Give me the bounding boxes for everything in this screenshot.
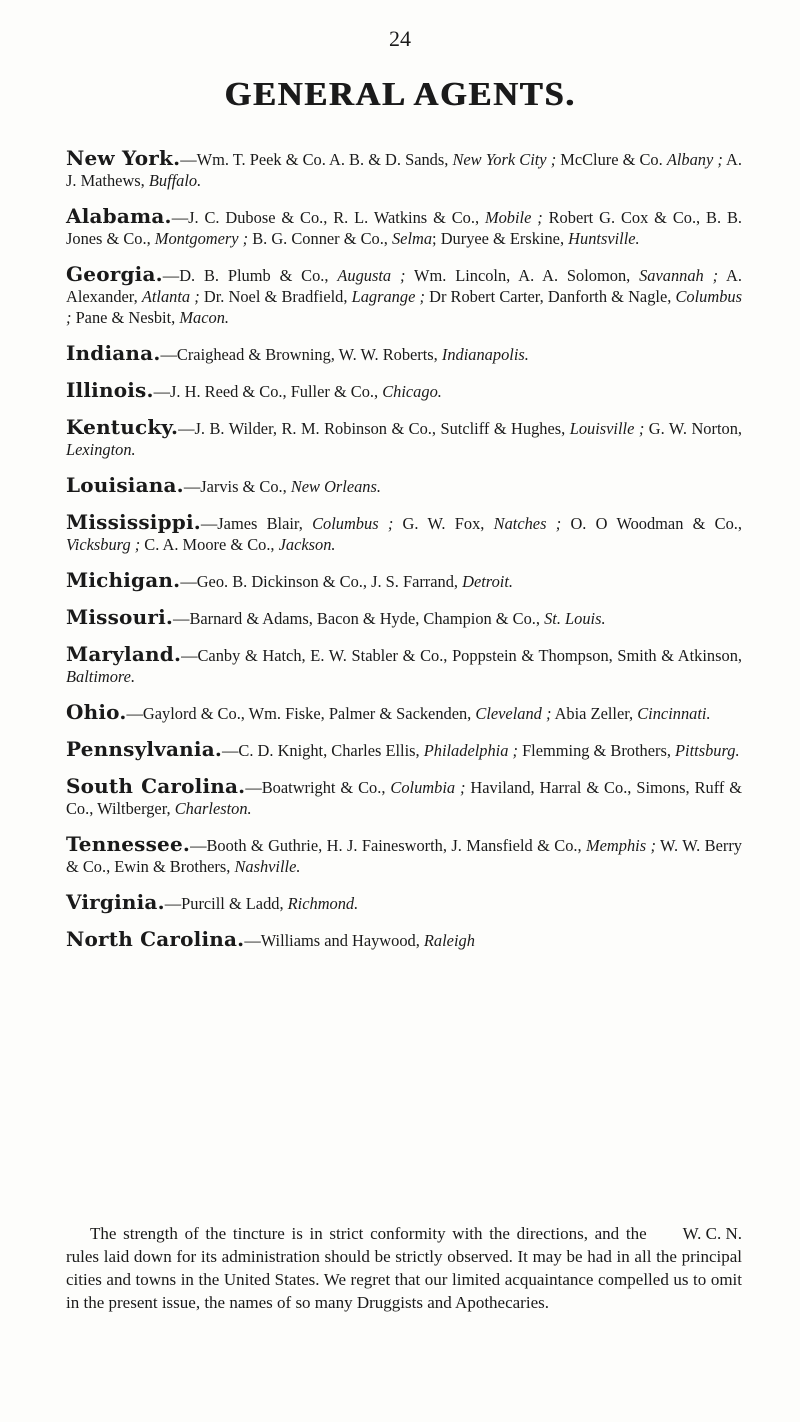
agent-names: —C. D. Knight, Charles Ellis, [222, 741, 424, 760]
city-name: Charleston. [174, 799, 252, 818]
note-text: The strength of the tincture is in strict conformity with the directions, and the rules laid down for its administration should be strictly observed. It may be had in all the principal cities and towns in the United States. We regret that our limited acquaintance compelled us to omit in the present issue, the names of so many Druggists and Apothecaries. [66, 1224, 742, 1312]
agent-names: —Jarvis & Co., [183, 477, 291, 496]
closing-note [66, 1222, 742, 1314]
agent-names: W. W. Berry & Co., Ewin & Brothers, [66, 836, 742, 876]
agent-entry [66, 264, 742, 328]
agent-names: —J. H. Reed & Co., Fuller & Co., [153, 382, 383, 401]
city-name: Philadelphia ; [423, 741, 518, 760]
state-name: Illinois. [66, 378, 154, 402]
city-name: Buffalo. [148, 171, 202, 190]
agent-entry [66, 380, 742, 402]
agent-names: —Canby & Hatch, E. W. Stabler & Co., Poppstein & Thompson, Smith & Atkinson, [181, 646, 742, 665]
agent-names: Abia Zeller, [551, 704, 638, 723]
state-name: Ohio. [66, 700, 127, 724]
city-name: Columbus ; [66, 287, 742, 327]
city-name: Richmond. [287, 894, 359, 913]
agent-names: C. A. Moore & Co., [140, 535, 279, 554]
agent-names: G. W. Fox, [393, 514, 494, 533]
city-name: Selma [391, 229, 433, 248]
agents-list [66, 148, 742, 966]
city-name: Pittsburg. [675, 741, 740, 760]
city-name: Cincinnati. [637, 704, 711, 723]
city-name: Augusta ; [337, 266, 406, 285]
agent-names: B. G. Conner & Co., [248, 229, 392, 248]
agent-names: —James Blair, [200, 514, 313, 533]
agent-names: —Purcill & Ladd, [164, 894, 288, 913]
signature: W. C. N. [682, 1224, 742, 1243]
agent-entry [66, 148, 742, 191]
city-name: Memphis ; [585, 836, 656, 855]
agent-entry [66, 776, 742, 819]
state-name: Alabama. [66, 204, 172, 228]
state-name: Tennessee. [66, 832, 191, 856]
agent-entry [66, 417, 742, 460]
agent-entry [66, 929, 742, 951]
city-name: Macon. [179, 308, 229, 327]
agent-names: —Geo. B. Dickinson & Co., J. S. Farrand, [180, 572, 463, 591]
page-number: 24 [389, 26, 411, 51]
city-name: Baltimore. [66, 667, 136, 686]
state-name: Missouri. [66, 605, 174, 629]
city-name: Cleveland ; [475, 704, 552, 723]
agent-entry [66, 739, 742, 761]
city-name: Detroit. [462, 572, 513, 591]
state-name: Pennsylvania. [66, 737, 223, 761]
city-name: Chicago. [382, 382, 442, 401]
state-name: North Carolina. [66, 927, 245, 951]
city-name: Columbus ; [312, 514, 394, 533]
city-name: Nashville. [234, 857, 301, 876]
agent-names: —Craighead & Browning, W. W. Roberts, [160, 345, 442, 364]
agent-entry [66, 512, 742, 555]
city-name: Lagrange ; [351, 287, 425, 306]
agent-names: Wm. Lincoln, A. A. Solomon, [405, 266, 640, 285]
agent-entry [66, 834, 742, 877]
agent-names: —J. C. Dubose & Co., R. L. Watkins & Co., [171, 208, 485, 227]
state-name: Mississippi. [66, 510, 201, 534]
agent-entry [66, 475, 742, 497]
agent-names: —Booth & Guthrie, H. J. Fainesworth, J. Mansfield & Co., [190, 836, 586, 855]
agent-names: —J. B. Wilder, R. M. Robinson & Co., Sutcliff & Hughes, [178, 419, 570, 438]
city-name: Atlanta ; [141, 287, 200, 306]
city-name: New York City ; [452, 150, 557, 169]
agent-names: O. O Woodman & Co., [561, 514, 742, 533]
agent-names: Robert G. Cox & Co., B. B. Jones & Co., [66, 208, 742, 248]
city-name: Columbia ; [390, 778, 466, 797]
agent-names: —Barnard & Adams, Bacon & Hyde, Champion & Co., [173, 609, 545, 628]
agent-entry [66, 607, 742, 629]
agent-names: Dr. Noel & Bradfield, [199, 287, 352, 306]
agent-entry [66, 892, 742, 914]
state-name: Georgia. [66, 262, 163, 286]
agent-names: —Williams and Haywood, [244, 931, 424, 950]
agent-entry [66, 343, 742, 365]
agent-names: —Wm. T. Peek & Co. A. B. & D. Sands, [180, 150, 453, 169]
city-name: Raleigh [423, 931, 475, 950]
city-name: Mobile ; [484, 208, 543, 227]
agent-names: A. J. Mathews, [66, 150, 742, 190]
agent-names: —Gaylord & Co., Wm. Fiske, Palmer & Sackenden, [126, 704, 476, 723]
city-name: Indianapolis. [441, 345, 529, 364]
agent-entry [66, 644, 742, 687]
agent-names: —Boatwright & Co., [245, 778, 391, 797]
city-name: St. Louis. [544, 609, 606, 628]
state-name: Louisiana. [66, 473, 184, 497]
agent-entry [66, 206, 742, 249]
state-name: Virginia. [66, 890, 165, 914]
state-name: Michigan. [66, 568, 181, 592]
city-name: Lexington. [66, 440, 136, 459]
city-name: Vicksburg ; [66, 535, 141, 554]
state-name: New York. [66, 146, 181, 170]
agent-names: ; Duryee & Erskine, [432, 229, 569, 248]
state-name: Indiana. [66, 341, 161, 365]
page-title: GENERAL AGENTS. [224, 76, 576, 113]
state-name: South Carolina. [66, 774, 246, 798]
city-name: Huntsville. [568, 229, 640, 248]
city-name: Albany ; [666, 150, 723, 169]
agent-names: McClure & Co. [556, 150, 667, 169]
city-name: Savannah ; [639, 266, 719, 285]
agent-names: Haviland, Harral & Co., Simons, Ruff & Co., Wiltberger, [66, 778, 743, 818]
city-name: Natches ; [493, 514, 562, 533]
agent-names: Dr Robert Carter, Danforth & Nagle, [424, 287, 676, 306]
agent-names: —D. B. Plumb & Co., [162, 266, 338, 285]
agent-entry [66, 570, 742, 592]
state-name: Kentucky. [66, 415, 179, 439]
agent-names: Pane & Nesbit, [71, 308, 180, 327]
city-name: Louisville ; [569, 419, 645, 438]
city-name: Montgomery ; [154, 229, 249, 248]
agent-names: G. W. Norton, [644, 419, 742, 438]
state-name: Maryland. [66, 642, 182, 666]
agent-entry [66, 702, 742, 724]
agent-names: Flemming & Brothers, [517, 741, 676, 760]
city-name: New Orleans. [290, 477, 381, 496]
agent-names: A. Alexander, [66, 266, 742, 306]
city-name: Jackson. [278, 535, 336, 554]
